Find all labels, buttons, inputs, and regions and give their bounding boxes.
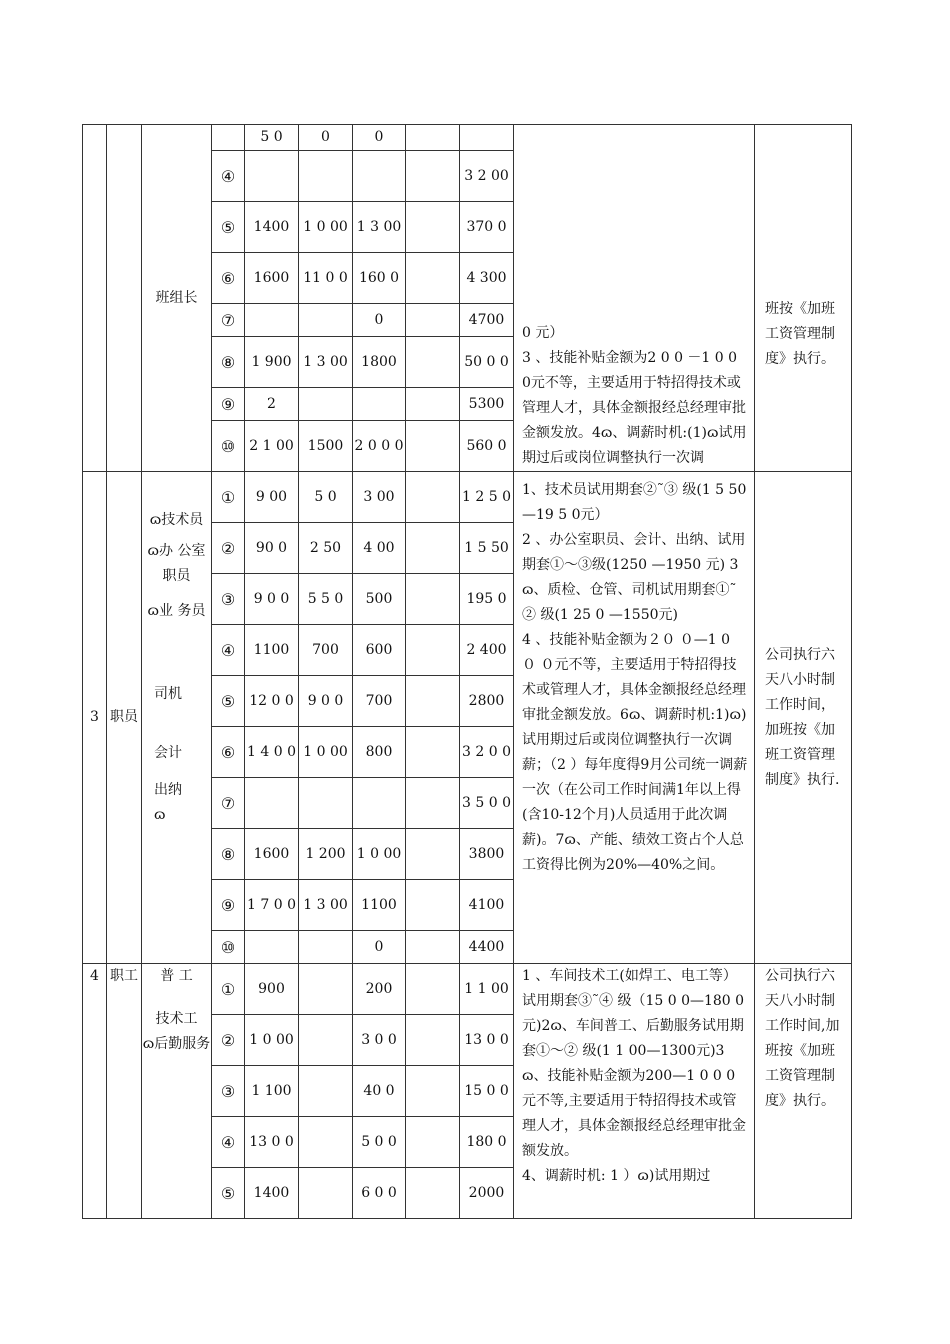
amount-cell: 9 0 0 xyxy=(245,574,299,625)
amount-cell: 0 xyxy=(299,125,353,151)
amount-cell xyxy=(406,727,460,778)
amount-cell: 3 0 0 xyxy=(353,1015,406,1066)
position-label: ɷ技术员 xyxy=(149,512,204,528)
amount-cell: 3 5 0 0 xyxy=(460,778,514,829)
amount-cell: 0 xyxy=(353,304,406,337)
grade-cell: ⑤ xyxy=(212,202,245,253)
grade-cell xyxy=(212,125,245,151)
amount-cell: 50 0 0 xyxy=(460,337,514,388)
amount-cell xyxy=(406,931,460,964)
grade-cell: ⑧ xyxy=(212,337,245,388)
amount-cell xyxy=(245,304,299,337)
grade-cell: ② xyxy=(212,523,245,574)
amount-cell xyxy=(299,151,353,202)
amount-cell xyxy=(406,676,460,727)
grade-cell: ⑤ xyxy=(212,1168,245,1219)
amount-cell xyxy=(353,151,406,202)
table-row xyxy=(83,125,852,151)
amount-cell: 4400 xyxy=(460,931,514,964)
amount-cell: 2 xyxy=(245,388,299,421)
note-text: 1 、车间技术工(如焊工、电工等）试用期套③˜④ 级（15 0 0—180 0 元)2ɷ、车间普工、后勤服务试用期套①～② 级(1 1 00—1300元)3ɷ、技能补贴金额为200—1 0 0 0元不等,主要适用于特招得技术或管理人才，具体金额报经总经理审批金额发放。 4、调薪时机: 1 ）ɷ)试用期过 xyxy=(522,968,746,1184)
grade-cell: ⑨ xyxy=(212,880,245,931)
position-label: 司机 xyxy=(154,686,182,702)
position-label: ɷ业 务员 xyxy=(147,603,206,619)
amount-cell: 2800 xyxy=(460,676,514,727)
amount-cell: 5300 xyxy=(460,388,514,421)
grade-cell: ③ xyxy=(212,1066,245,1117)
section-number-cell: 4 xyxy=(83,964,107,1219)
amount-cell xyxy=(406,304,460,337)
amount-cell: 15 0 0 xyxy=(460,1066,514,1117)
amount-cell: 560 0 xyxy=(460,421,514,472)
amount-cell: 9 0 0 xyxy=(299,676,353,727)
salary-table-body xyxy=(83,125,852,1219)
amount-cell: 370 0 xyxy=(460,202,514,253)
amount-cell: 3 00 xyxy=(353,472,406,523)
amount-cell: 1 900 xyxy=(245,337,299,388)
amount-cell: 1800 xyxy=(353,337,406,388)
amount-cell: 1100 xyxy=(245,625,299,676)
amount-cell xyxy=(406,964,460,1015)
amount-cell xyxy=(299,778,353,829)
amount-cell xyxy=(245,778,299,829)
amount-cell xyxy=(406,1117,460,1168)
amount-cell: 5 5 0 xyxy=(299,574,353,625)
amount-cell: 5 0 xyxy=(245,125,299,151)
amount-cell: 13 0 0 xyxy=(460,1015,514,1066)
amount-cell xyxy=(406,472,460,523)
grade-cell: ⑦ xyxy=(212,304,245,337)
amount-cell xyxy=(406,337,460,388)
execution-cell: 公司执行六天八小时制工作时间,加班按《加班工资管理制度》执行。 xyxy=(755,964,852,1219)
amount-cell: 2 50 xyxy=(299,523,353,574)
amount-cell xyxy=(406,253,460,304)
amount-cell xyxy=(245,151,299,202)
section-category-cell xyxy=(107,125,142,472)
salary-table xyxy=(82,124,852,1219)
position-label: 会计 xyxy=(154,745,182,761)
amount-cell xyxy=(406,625,460,676)
amount-cell: 1 3 00 xyxy=(299,880,353,931)
amount-cell xyxy=(299,964,353,1015)
grade-cell: ① xyxy=(212,472,245,523)
amount-cell xyxy=(406,1066,460,1117)
amount-cell: 900 xyxy=(245,964,299,1015)
amount-cell xyxy=(406,523,460,574)
amount-cell: 1400 xyxy=(245,202,299,253)
amount-cell xyxy=(406,880,460,931)
amount-cell xyxy=(406,151,460,202)
grade-cell: ⑥ xyxy=(212,253,245,304)
amount-cell xyxy=(460,125,514,151)
table-row xyxy=(83,964,852,1015)
amount-cell: 12 0 0 xyxy=(245,676,299,727)
amount-cell: 1 0 00 xyxy=(299,727,353,778)
amount-cell: 195 0 xyxy=(460,574,514,625)
positions-cell xyxy=(142,964,212,1219)
grade-cell: ② xyxy=(212,1015,245,1066)
grade-cell: ③ xyxy=(212,574,245,625)
amount-cell: 160 0 xyxy=(353,253,406,304)
amount-cell: 9 00 xyxy=(245,472,299,523)
section-number-cell: 3 xyxy=(83,472,107,964)
grade-cell: ⑤ xyxy=(212,676,245,727)
amount-cell: 500 xyxy=(353,574,406,625)
note-cell xyxy=(514,125,755,472)
amount-cell: 6 0 0 xyxy=(353,1168,406,1219)
grade-cell: ④ xyxy=(212,1117,245,1168)
position-label: 出纳 xyxy=(154,782,182,798)
amount-cell: 1 7 0 0 xyxy=(245,880,299,931)
amount-cell xyxy=(406,125,460,151)
amount-cell: 1 3 00 xyxy=(299,337,353,388)
table-row xyxy=(83,472,852,523)
note-text: 0 元） 3 、技能补贴金额为2 0 0 －1 0 0 0元不等，主要适用于特招得技术或管理人才，具体金额报经总经理审批金额发放。4ɷ、调薪时机:(1)ɷ试用期过后或岗位调整执行一次调 xyxy=(522,325,747,466)
amount-cell: 1 3 00 xyxy=(353,202,406,253)
amount-cell: 1 200 xyxy=(299,829,353,880)
execution-cell: 公司执行六天八小时制工作时间，加班按《加班工资管理制度》执行. xyxy=(755,472,852,964)
amount-cell xyxy=(406,202,460,253)
amount-cell: 1 0 00 xyxy=(245,1015,299,1066)
amount-cell: 11 0 0 xyxy=(299,253,353,304)
amount-cell: 4700 xyxy=(460,304,514,337)
amount-cell: 13 0 0 xyxy=(245,1117,299,1168)
amount-cell: 1 5 50 xyxy=(460,523,514,574)
amount-cell: 3 2 00 xyxy=(460,151,514,202)
grade-cell: ⑦ xyxy=(212,778,245,829)
grade-cell: ④ xyxy=(212,151,245,202)
position-label: ɷ xyxy=(154,807,166,823)
grade-cell: ① xyxy=(212,964,245,1015)
amount-cell xyxy=(245,931,299,964)
amount-cell xyxy=(299,304,353,337)
note-text: 1、技术员试用期套②˜③ 级(1 5 50—19 5 0元） 2 、办公室职员、会计、出纳、试用期套①～③级(1250 —1950 元) 3ɷ、质检、仓管、司机试用期套①˜② 级(1 25 0 —1550元) 4 、技能补贴金额为２０ ０—1 0 ０ ０元不等，主要适用于特招得技术或管理人才，具体金额报经总经理审批金额发放。6ɷ、调薪时机:1)ɷ) 试用期过后或岗位调整执行一次调薪；（2 ）每年度得9月公司统一调薪一次（在公司工作时间满1年以上得(含10-12个月)人员适用于此次调薪)。7ɷ、产能、绩效工资占个人总工资得比例为20%—40%之间。 xyxy=(522,482,748,873)
amount-cell xyxy=(406,829,460,880)
section-category-cell: 职员 xyxy=(107,472,142,964)
amount-cell: 1 4 0 0 xyxy=(245,727,299,778)
grade-cell: ⑩ xyxy=(212,931,245,964)
amount-cell xyxy=(406,778,460,829)
section-category-cell: 职工 xyxy=(107,964,142,1219)
section-number-cell xyxy=(83,125,107,472)
amount-cell: 1 2 5 0 xyxy=(460,472,514,523)
amount-cell: 1 100 xyxy=(245,1066,299,1117)
amount-cell xyxy=(406,388,460,421)
amount-cell xyxy=(299,388,353,421)
execution-cell: 班按《加班工资管理制度》执行。 xyxy=(755,125,852,472)
amount-cell: 5 0 xyxy=(299,472,353,523)
amount-cell: 1400 xyxy=(245,1168,299,1219)
position-label: ɷ办 公室职员 xyxy=(147,543,206,584)
amount-cell: 1600 xyxy=(245,253,299,304)
amount-cell: 40 0 xyxy=(353,1066,406,1117)
amount-cell xyxy=(353,778,406,829)
amount-cell: 4 00 xyxy=(353,523,406,574)
amount-cell xyxy=(299,1066,353,1117)
amount-cell: 2 1 00 xyxy=(245,421,299,472)
amount-cell xyxy=(353,388,406,421)
amount-cell: 3800 xyxy=(460,829,514,880)
amount-cell: 1600 xyxy=(245,829,299,880)
amount-cell xyxy=(406,421,460,472)
grade-cell: ⑨ xyxy=(212,388,245,421)
amount-cell: 1500 xyxy=(299,421,353,472)
amount-cell: 1 0 00 xyxy=(299,202,353,253)
note-cell xyxy=(514,964,755,1219)
amount-cell: 1 0 00 xyxy=(353,829,406,880)
amount-cell: 3 2 0 0 xyxy=(460,727,514,778)
amount-cell: 700 xyxy=(299,625,353,676)
amount-cell: 4100 xyxy=(460,880,514,931)
amount-cell xyxy=(299,1117,353,1168)
position-label: ɷ后勤服务 xyxy=(142,1036,211,1052)
positions-cell xyxy=(142,125,212,472)
amount-cell: 2 400 xyxy=(460,625,514,676)
grade-cell: ⑧ xyxy=(212,829,245,880)
amount-cell: 200 xyxy=(353,964,406,1015)
amount-cell: 90 0 xyxy=(245,523,299,574)
amount-cell: 4 300 xyxy=(460,253,514,304)
position-label: 班组长 xyxy=(155,289,198,306)
amount-cell: 1100 xyxy=(353,880,406,931)
grade-cell: ⑩ xyxy=(212,421,245,472)
amount-cell: 0 xyxy=(353,931,406,964)
amount-cell: 700 xyxy=(353,676,406,727)
amount-cell: 180 0 xyxy=(460,1117,514,1168)
positions-cell xyxy=(142,472,212,964)
amount-cell: 600 xyxy=(353,625,406,676)
amount-cell xyxy=(299,1168,353,1219)
amount-cell: 2 0 0 0 xyxy=(353,421,406,472)
position-label: 普 工 xyxy=(160,968,193,984)
grade-cell: ④ xyxy=(212,625,245,676)
amount-cell: 1 1 00 xyxy=(460,964,514,1015)
position-label: 技术工 xyxy=(155,1011,198,1027)
amount-cell: 5 0 0 xyxy=(353,1117,406,1168)
amount-cell xyxy=(406,1168,460,1219)
note-cell xyxy=(514,472,755,964)
amount-cell xyxy=(299,931,353,964)
amount-cell: 0 xyxy=(353,125,406,151)
amount-cell: 800 xyxy=(353,727,406,778)
amount-cell: 2000 xyxy=(460,1168,514,1219)
amount-cell xyxy=(406,1015,460,1066)
grade-cell: ⑥ xyxy=(212,727,245,778)
amount-cell xyxy=(406,574,460,625)
amount-cell xyxy=(299,1015,353,1066)
